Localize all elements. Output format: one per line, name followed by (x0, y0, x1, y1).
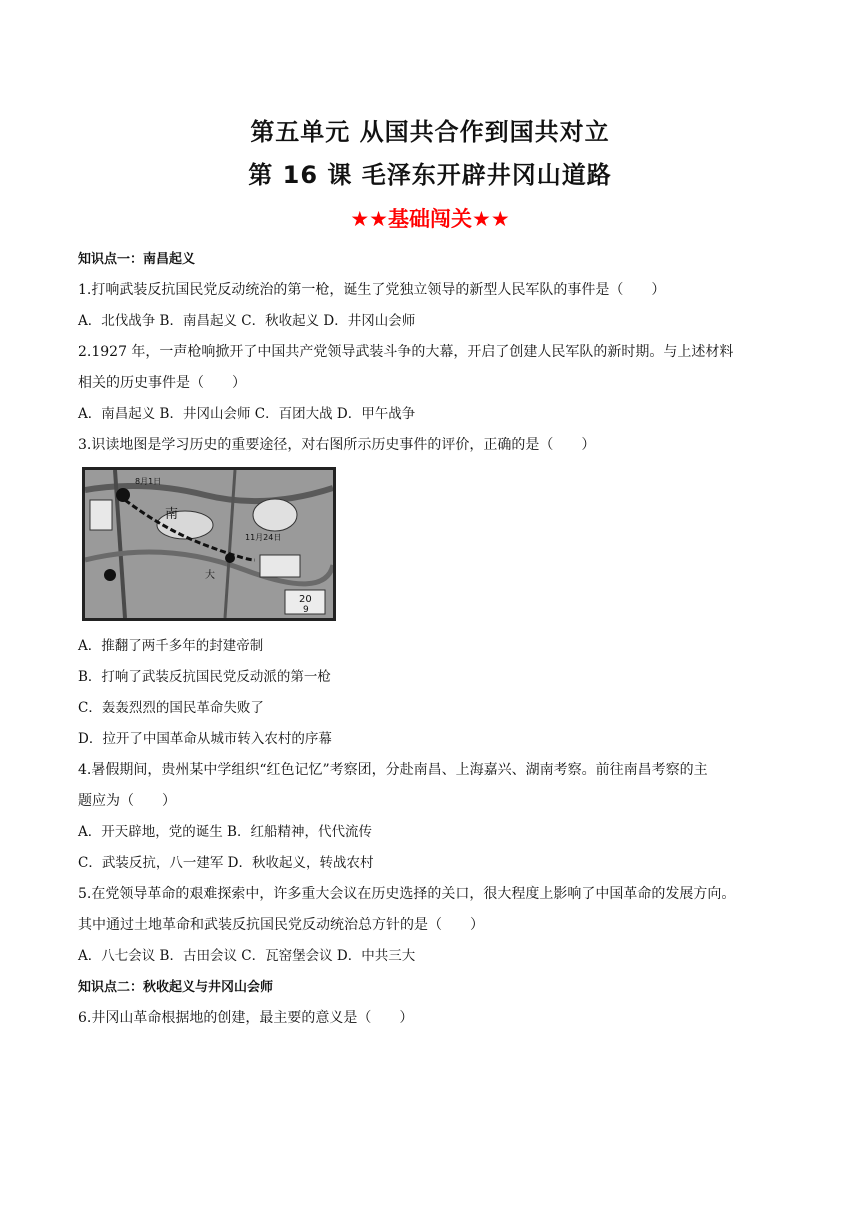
question-2-options: A．南昌起义 B．井冈山会师 C．百团大战 D．甲午战争 (78, 406, 416, 422)
question-5-options: A．八七会议 B．古田会议 C．瓦窑堡会议 D．中共三大 (78, 948, 416, 964)
document-body (78, 244, 784, 1034)
question-3-option-c: C．轰轰烈烈的国民革命失败了 (78, 700, 264, 716)
map-label-20: 20 (299, 594, 312, 605)
question-2-stem-line-1: 2.1927 年，一声枪响掀开了中国共产党领导武装斗争的大幕，开启了创建人民军队的新时期。与上述材料 (78, 344, 734, 360)
question-3-option-b: B．打响了武装反抗国民党反动派的第一枪 (78, 669, 331, 685)
question-2-stem-line-2: 相关的历史事件是（ ） (78, 375, 246, 391)
question-6-stem: 6.井冈山革命根据地的创建，最主要的意义是（ ） (78, 1010, 414, 1026)
map-label-nov24: 11月24日 (245, 533, 282, 542)
question-5-stem-line-2: 其中通过土地革命和武装反抗国民党反动统治总方针的是（ ） (78, 917, 484, 933)
question-1-options: A．北伐战争 B．南昌起义 C．秋收起义 D．井冈山会师 (78, 313, 416, 329)
map-label-nan: 南 (165, 507, 179, 522)
map-label-9: 9 (303, 605, 309, 615)
question-3-stem: 3.识读地图是学习历史的重要途径，对右图所示历史事件的评价，正确的是（ ） (78, 437, 596, 453)
unit-title: 第五单元 从国共合作到国共对立 (250, 118, 610, 146)
question-5-stem-line-1: 5.在党领导革命的艰难探索中，许多重大会议在历史选择的关口，很大程度上影响了中国革命的发展方向。 (78, 886, 736, 902)
question-1-stem: 1.打响武装反抗国民党反动统治的第一枪，诞生了党独立领导的新型人民军队的事件是（ ） (78, 282, 666, 298)
question-4-options-cd: C．武装反抗，八一建军 D．秋收起义，转战农村 (78, 855, 374, 871)
knowledge-point-heading: 知识点一：南昌起义 (78, 252, 196, 267)
historical-map-image (82, 467, 336, 621)
question-4-options-ab: A．开天辟地，党的诞生 B．红船精神，代代流传 (78, 824, 372, 840)
lesson-title: 第 16 课 毛泽东开辟井冈山道路 (248, 161, 612, 189)
map-label-aug1: 8月1日 (135, 477, 162, 486)
question-3-option-a: A．推翻了两千多年的封建帝制 (78, 638, 264, 654)
question-3-option-d: D．拉开了中国革命从城市转入农村的序幕 (78, 731, 332, 747)
map-label-da: 大 (205, 570, 215, 581)
knowledge-point-heading-2: 知识点二：秋收起义与井冈山会师 (78, 980, 274, 995)
question-4-stem-line-1: 4.暑假期间，贵州某中学组织“红色记忆”考察团，分赴南昌、上海嘉兴、湖南考察。前往南昌考察的主 (78, 762, 708, 778)
section-banner: ★★基础闯关★★ (350, 207, 510, 231)
question-4-stem-line-2: 题应为（ ） (78, 793, 176, 809)
